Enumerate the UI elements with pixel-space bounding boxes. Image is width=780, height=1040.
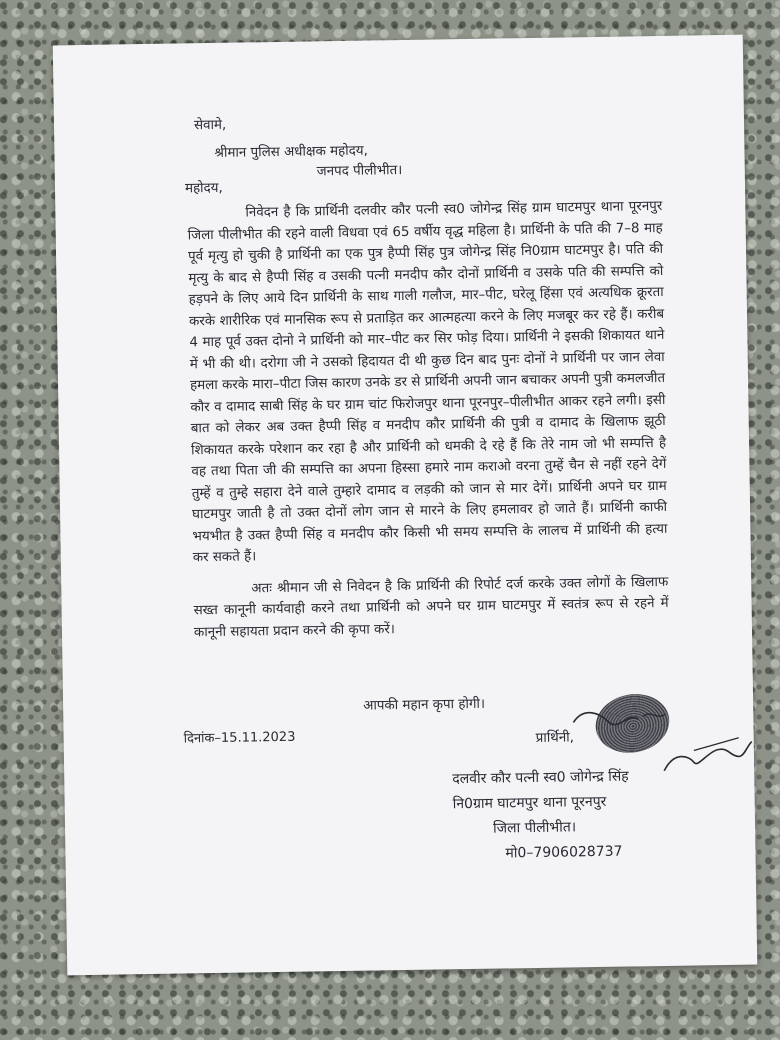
sender-name: दलवीर कौर पत्नी स्व0 जोगेन्द्र सिंह — [452, 768, 629, 788]
recipient-line-1: श्रीमान पुलिस अधीक्षक महोदय, — [214, 143, 368, 161]
letter-sheet — [53, 35, 758, 976]
handwritten-signature — [553, 680, 754, 773]
sender-mobile: मो0–7906028737 — [505, 843, 623, 862]
sender-address: नि0ग्राम घाटमपुर थाना पूरनपुर — [452, 793, 607, 813]
body-paragraph-1: निवेदन है कि प्रार्थिनी दलवीर कौर पत्नी स्व0 जोगेन्द्र सिंह ग्राम घाटमपुर थाना पूरनपुर जिला पीलीभीत की रहने वाली विधवा एवं 65 वर्षीय वृद्ध महिला है। प्रार्थिनी के पति की 7–8 माह पूर्व मृत्यु हो चुकी है प्रार्थिनी का एक पुत्र हैप्पी सिंह पुत्र जोगेन्द्र सिंह नि0ग्राम घाटमपुर है। पति की मृत्यु के बाद से हैप्पी सिंह व उसकी पत्नी मनदीप कौर दोनों प्रार्थिनी व उसके पति की सम्पत्ति को हड़पने के लिए आये दिन प्रार्थिनी के साथ गाली गलौज, मार–पीट, घरेलू हिंसा एवं अत्यधिक क्रूरता करके शारीरिक एवं मानसिक रूप से प्रताड़ित कर आत्महत्या करने के लिए मजबूर कर रहे हैं। करीब 4 माह पूर्व उक्त दोनो ने प्रार्थिनी को मार–पीट कर सिर फोड़ दिया। प्रार्थिनी ने इसकी शिकायत थाने में भी की थी। दरोगा जी ने उसको हिदायत दी थी कुछ दिन बाद पुनः दोनों ने प्रार्थिनी पर जान लेवा हमला करके मारा–पीटा जिस कारण उनके डर से प्रार्थिनी अपनी जान बचाकर अपनी पुत्री कमलजीत कौर व दामाद साबी सिंह के घर ग्राम चांट फिरोजपुर थाना पूरनपुर–पीलीभीत आकर रहने लगी। इसी बात को लेकर अब उक्त हैप्पी सिंह व मनदीप कौर प्रार्थिनी की पुत्री व दामाद के खिलाफ झूठी शिकायत करके परेशान कर रहा है और प्रार्थिनी को धमकी दे रहे हैं कि तेरे नाम जो भी सम्पत्ति है वह तथा पिता जी की सम्पत्ति का अपना हिस्सा हमारे नाम कराओ वरना तुम्हें चैन से नहीं रहने देगें तुम्हें व तुम्हे सहारा देने वाले तुम्हारे दामाद व लड़की को जान से मार देगें। प्रार्थिनी अपने घर ग्राम घाटमपुर जाती है तो उक्त दोनों लोग जान से मारने के लिए हमलावर हो जाते हैं। प्रार्थिनी काफी भयभीत है उक्त हैप्पी सिंह व मनदीप कौर किसी भी समय सम्पत्ति के लालच में प्रार्थिनी की हत्या कर सकते हैं। — [187, 198, 668, 566]
recipient-line-2: जनपद पीलीभीत। — [316, 163, 403, 180]
sir-greeting: महोदय, — [184, 180, 223, 197]
sender-details — [452, 765, 630, 868]
body-paragraph-2: अतः श्रीमान जी से निवेदन है कि प्रार्थिनी की रिपोर्ट दर्ज करके उक्त लोगों के खिलाफ सख्त कानूनी कार्यवाही करने तथा प्रार्थिनी को अपने घर ग्राम घाटमपुर में स्वतंत्र रूप से रहने में कानूनी सहायता प्रदान करने की कृपा करें। — [193, 574, 669, 640]
applicant-label: प्रार्थिनी, — [535, 730, 575, 746]
letter-date: दिनांक–15.11.2023 — [183, 729, 296, 747]
letter-body — [187, 196, 669, 643]
sender-district: जिला पीलीभीत। — [492, 819, 577, 837]
salutation: सेवामे, — [193, 117, 227, 134]
closing-line: आपकी महान कृपा होगी। — [363, 696, 486, 714]
